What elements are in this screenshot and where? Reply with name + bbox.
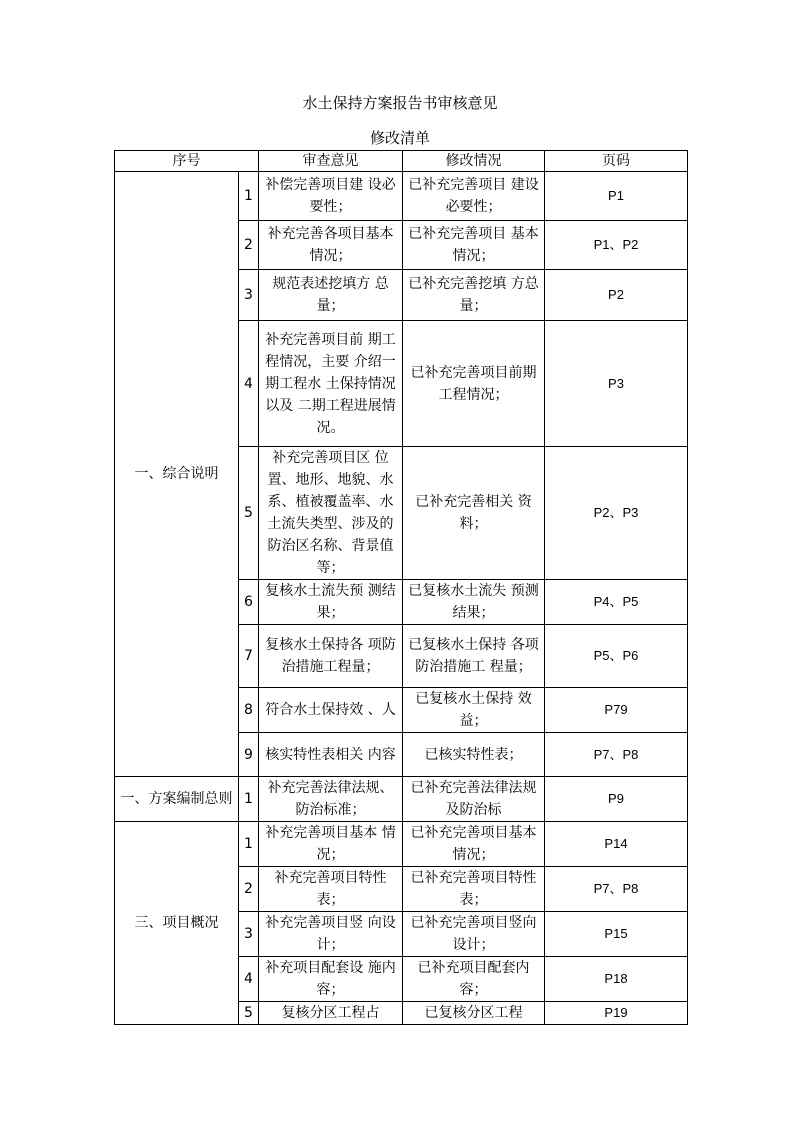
review-opinion: 补充完善项目基本 情况； bbox=[259, 822, 403, 867]
page-ref: P79 bbox=[545, 688, 688, 733]
page-ref: P18 bbox=[545, 957, 688, 1002]
revision-status: 已补充完善挖填 方总量； bbox=[403, 270, 545, 321]
revision-status: 已补充完善项目基本情况； bbox=[403, 822, 545, 867]
table-header-row bbox=[115, 151, 688, 172]
row-number: 4 bbox=[239, 957, 259, 1002]
page-ref: P1、P2 bbox=[545, 221, 688, 270]
column-header-opinion: 审查意见 bbox=[259, 151, 403, 172]
row-number: 9 bbox=[239, 733, 259, 777]
page-ref: P19 bbox=[545, 1002, 688, 1025]
revision-status: 已复核水土保持 效益； bbox=[403, 688, 545, 733]
revision-status: 已补充项目配套内容； bbox=[403, 957, 545, 1002]
page-ref: P4、P5 bbox=[545, 580, 688, 625]
page-ref: P7、P8 bbox=[545, 733, 688, 777]
row-number: 1 bbox=[239, 777, 259, 822]
row-number: 1 bbox=[239, 172, 259, 221]
review-opinion: 补偿完善项目建 设必要性； bbox=[259, 172, 403, 221]
revision-status: 已补充完善项目 基本情况； bbox=[403, 221, 545, 270]
document-subtitle: 修改清单 bbox=[369, 129, 430, 147]
row-number: 4 bbox=[239, 321, 259, 447]
review-opinion: 复核水土流失预 测结果； bbox=[259, 580, 403, 625]
section-label: 三、项目概况 bbox=[115, 822, 239, 1025]
revision-status: 已补充完善项目竖向设计； bbox=[403, 912, 545, 957]
review-opinion: 补充完善项目特性 表； bbox=[259, 867, 403, 912]
revision-status: 已复核水土流失 预测结果； bbox=[403, 580, 545, 625]
revision-status: 已补充完善项目前期工程情况； bbox=[403, 321, 545, 447]
row-number: 1 bbox=[239, 822, 259, 867]
row-number: 5 bbox=[239, 447, 259, 580]
review-opinion: 补充完善项目前 期工程情况，主要 介绍一期工程水 土保持情况以及 二期工程进展情 况。 bbox=[259, 321, 403, 447]
review-opinion: 补充项目配套设 施内容； bbox=[259, 957, 403, 1002]
document-title: 水土保持方案报告书审核意见 bbox=[302, 94, 498, 112]
row-number: 2 bbox=[239, 867, 259, 912]
row-number: 6 bbox=[239, 580, 259, 625]
revision-status: 已补充完善项目特性表； bbox=[403, 867, 545, 912]
page-ref: P2 bbox=[545, 270, 688, 321]
revision-status: 已复核分区工程 bbox=[403, 1002, 545, 1025]
table-row bbox=[115, 172, 688, 221]
page-ref: P14 bbox=[545, 822, 688, 867]
revision-status: 已补充完善项目 建设必要性； bbox=[403, 172, 545, 221]
review-opinion: 复核水土保持各 项防治措施工程量； bbox=[259, 625, 403, 688]
review-opinion: 补充完善项目区 位置、地形、地貌、水系、植被覆盖率、水土流失类型、涉及的防治区名称、背景值等； bbox=[259, 447, 403, 580]
page-ref: P9 bbox=[545, 777, 688, 822]
review-opinion: 复核分区工程占 bbox=[259, 1002, 403, 1025]
review-opinion: 核实特性表相关 内容 bbox=[259, 733, 403, 777]
column-header-seq: 序号 bbox=[115, 151, 259, 172]
page-ref: P3 bbox=[545, 321, 688, 447]
section-label: 一、综合说明 bbox=[115, 172, 239, 777]
revision-table bbox=[114, 150, 688, 1025]
table-row bbox=[115, 822, 688, 867]
page-ref: P5、P6 bbox=[545, 625, 688, 688]
section-label: 一、方案编制总则 bbox=[115, 777, 239, 822]
revision-status: 已补充完善相关 资料； bbox=[403, 447, 545, 580]
review-opinion: 补充完善法律法规、防治标准； bbox=[259, 777, 403, 822]
page-ref: P7、P8 bbox=[545, 867, 688, 912]
revision-status: 已复核水土保持 各项防治措施工 程量； bbox=[403, 625, 545, 688]
page-ref: P1 bbox=[545, 172, 688, 221]
page-ref: P2、P3 bbox=[545, 447, 688, 580]
revision-status: 已核实特性表； bbox=[403, 733, 545, 777]
review-opinion: 符合水土保持效 、人 bbox=[259, 688, 403, 733]
column-header-page: 页码 bbox=[545, 151, 688, 172]
review-opinion: 规范表述挖填方 总量； bbox=[259, 270, 403, 321]
column-header-status: 修改情况 bbox=[403, 151, 545, 172]
review-opinion: 补充完善各项目基本情况； bbox=[259, 221, 403, 270]
table-row bbox=[115, 777, 688, 822]
row-number: 7 bbox=[239, 625, 259, 688]
review-opinion: 补充完善项目竖 向设计； bbox=[259, 912, 403, 957]
row-number: 3 bbox=[239, 270, 259, 321]
revision-status: 已补充完善法律法规及防治标 bbox=[403, 777, 545, 822]
page-ref: P15 bbox=[545, 912, 688, 957]
row-number: 2 bbox=[239, 221, 259, 270]
row-number: 8 bbox=[239, 688, 259, 733]
row-number: 5 bbox=[239, 1002, 259, 1025]
row-number: 3 bbox=[239, 912, 259, 957]
